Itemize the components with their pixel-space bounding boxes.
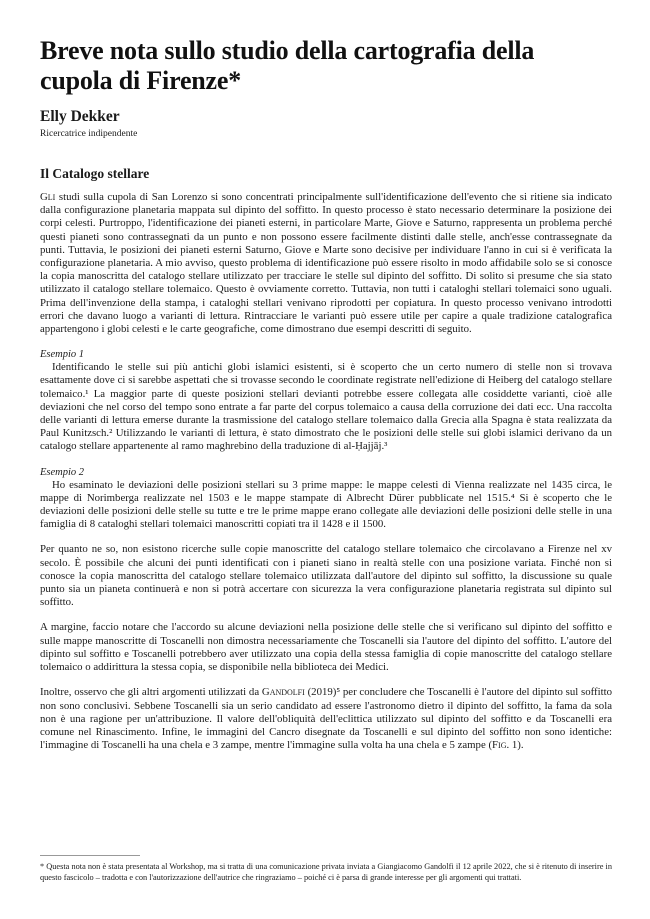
intro-text: studi sulla cupola di San Lorenzo si sono concentrati principalmente sull'identificazione dell'evento che si ritiene sia indicato dalla configurazione planetaria mappata sul dipinto del soffitto. In questo processo è stato necessario determinare la posizione dei corpi celesti. Purtroppo, l'identificazione dei pianeti esterni, in particolare Marte, Giove e Saturno, rappresenta un problema perché questi pianeti sono contrassegnati da un punto e non possono essere facilmente distinti dalle stelle, anch'esse contrassegnate da punti. Tuttavia, le posizioni dei pianeti esterni Saturno, Giove e Marte sono decisive per individuare l'anno in cui si è verificata la configurazione planetaria. A mio avviso, questo problema di identificazione può essere risolto in modo affidabile solo se si conosce la copia manoscritta del catalogo stellare utilizzato per tracciare le stelle sul dipinto del soffitto. Di solito si presume che sia stato utilizzato il catalogo stellare tolemaico. Questo è ovviamente corretto. Tuttavia, non tutti i cataloghi stellari tolemaici sono uguali. Prima dell'invenzione della stampa, i cataloghi stellari venivano riprodotti per copiatura. In questo processo venivano introdotti errori che davano luogo a varianti di lettura. Rintracciare le varianti può essere utile per capire a quale tradizione catalografica appartengono i globi celesti e le carte geografiche, come dimostrano due esempi descritti di seguito. [40,191,612,336]
paragraph-margin-note: A margine, faccio notare che l'accordo su alcune deviazioni nella posizione delle stelle che si verificano sul dipinto del soffitto e sulle mappe manoscritte di Toscanelli non dimostra necessariamente che Toscanelli sia l'autore del dipinto del soffitto. L'autore del dipinto sul soffitto e Toscanelli potrebbero aver utilizzato una copia della stessa famiglia di copie manoscritte del catalogo stellare tolemaico o addirittura la stessa copia, se disponibile nella biblioteca dei Medici. [40,621,612,674]
author-name: Elly Dekker [40,108,120,125]
section-heading: Il Catalogo stellare [40,166,150,181]
example-2-paragraph: Ho esaminato le deviazioni delle posizioni stellari su 3 prime mappe: le mappe celesti di Vienna realizzate nel 1435 circa, le mappe di Norimberga realizzate nel 1503 e le mappe stampate di Albrecht Dürer pubblicate nel 1515.⁴ Si è scoperto che le deviazioni delle posizioni delle stelle su tutte e tre le prime mappe erano collegate alle deviazioni delle posizioni delle stelle in una famiglia di 8 cataloghi stellari tolemaici manoscritti copiati tra il 1428 e il 1500. [40,478,612,531]
gandolfi-citation: Gandolfi [261,686,305,699]
footnote: * Questa nota non è stata presentata al Workshop, ma si tratta di una comunicazione privata inviata a Giangiacomo Gandolfi il 12 aprile 2022, che si è ritenuto di inserire in questo fascicolo – tradotta e con l'autorizzazione dell'autrice che ringraziamo – poiché ci è parsa di grande interesse per gli argomenti qui trattati. [40,862,612,882]
para5-text-b: (2019)⁵ per concludere che Toscanelli è l'autore del dipinto sul soffitto non sono conclusivi. Sebbene Toscanelli sia un serio candidato ad essere l'astronomo dietro il dipinto del soffitto, la fama da sola non è una ragione per un'attribuzione. Il valore dell'obliquità dell'eclittica utilizzato sul dipinto del soffitto e da Toscanelli era comune nel Rinascimento. Infine, le immagini del Cancro disegnate da Toscanelli e sul dipinto del soffitto non sono identiche: l'immagine di Toscanelli ha una chela e 3 zampe, mentre l'immagine sulla volta ha una chela e 5 zampe ( [40,686,612,752]
article-title [40,36,612,96]
footnote-divider [40,855,140,856]
para5-text-c: 1). [509,739,524,752]
paragraph-manuscript-copies: Per quanto ne so, non esistono ricerche sulle copie manoscritte del catalogo stellare tolemaico che circolavano a Firenze nel xv secolo. È possibile che alcuni dei punti identificati con i pianeti siano in realtà stelle con una posizione variata. Finché non si conosce la copia manoscritta del catalogo stellare tolemaico utilizzata dall'autore del dipinto sul soffitto, la discussione su quale punto sia un pianeta continuerà e non si potrà accertare con sicurezza la vera configurazione planetaria registrata sul dipinto sul soffitto. [40,543,612,609]
para5-text-a: Inoltre, osservo che gli altri argomenti utilizzati da [40,686,262,699]
author-affiliation: Ricercatrice indipendente [40,129,138,139]
title-text: Breve nota sullo studio della cartografia della cupola di Firenze [40,36,535,95]
intro-smallcaps: Gli [40,191,56,203]
article-body [40,36,612,752]
paragraph-gandolfi [40,686,612,752]
intro-paragraph [40,191,612,336]
example-2-heading: Esempio 2 [40,466,85,478]
example-1-heading: Esempio 1 [40,349,85,361]
example-1-paragraph: Identificando le stelle sui più antichi globi islamici esistenti, si è scoperto che un certo numero di stelle non si trovava esattamente dove ci si sarebbe aspettati che si trovasse secondo le coordinate registrate nell'edizione di Heiberg del catalogo stellare tolemaico.¹ La maggior parte di queste posizioni stellari devianti potrebbe essere collegata alle cosiddette varianti, cioè alle deviazioni che nel corso del tempo sono entrate a far parte del corpus tolemaico a causa della corruzione dei dati ecc. Una raccolta delle varianti di lettura emerse durante la trasmissione del catalogo stellare tolemaico dalla Grecia alla Spagna è stata realizzata da Paul Kunitzsch.² Utilizzando le varianti di lettura, è stato dimostrato che le posizioni delle stelle sui globi islamici derivano da un catalogo stellare appartenente al ramo maghrebino della traduzione di al-Ḥajjāj.³ [40,361,612,453]
figure-reference: Fig. [492,739,510,752]
title-footnote-mark: * [228,66,242,95]
